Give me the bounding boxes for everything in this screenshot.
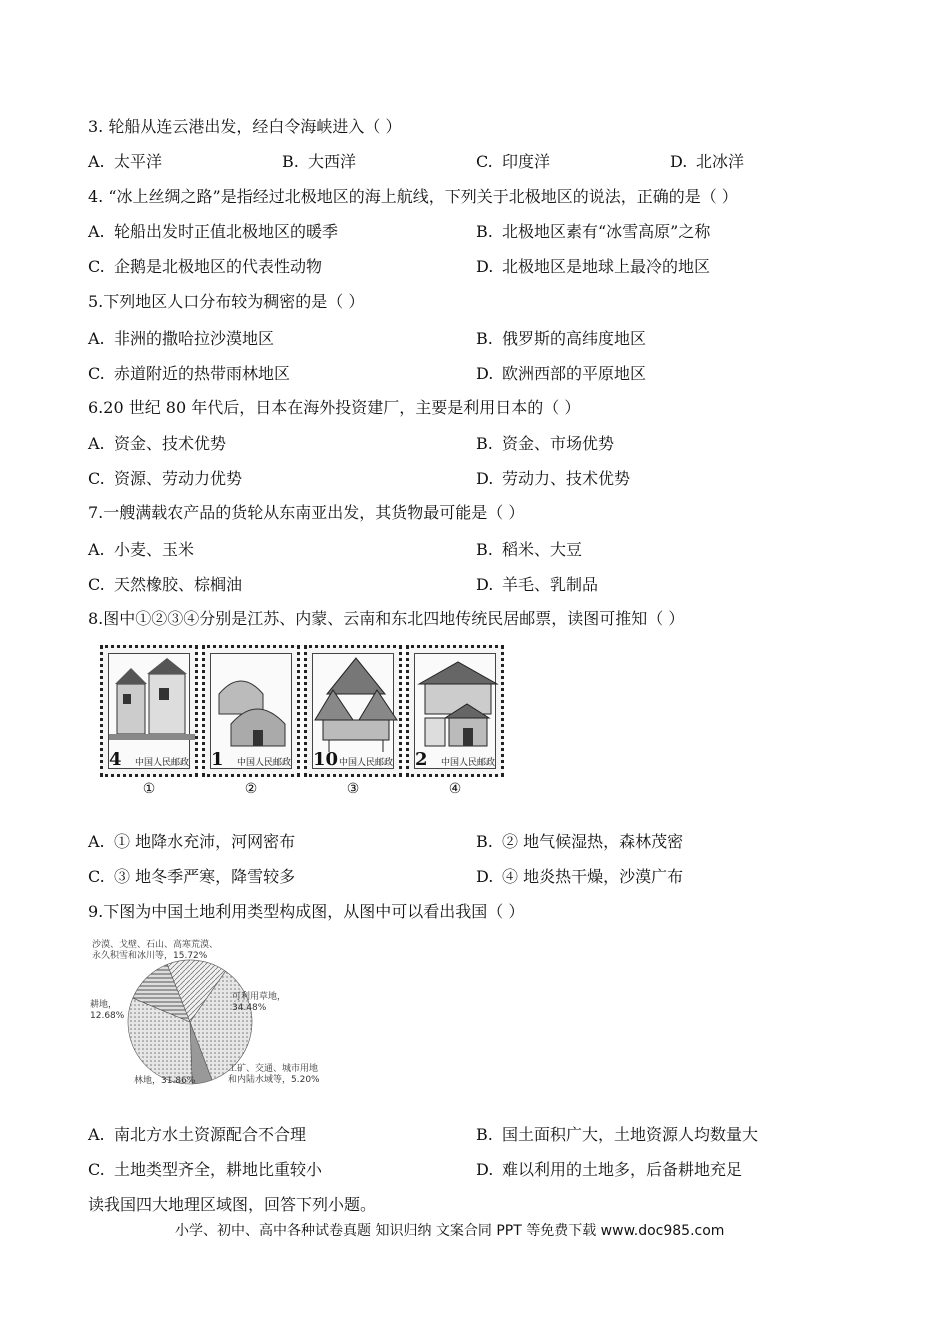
question-8-stem: 8.图中①②③④分别是江苏、内蒙、云南和东北四地传统民居邮票，读图可推知（ ） — [88, 609, 685, 628]
q5-option-b: B. 俄罗斯的高纬度地区 — [476, 329, 647, 348]
q5-option-c: C. 赤道附近的热带雨林地区 — [88, 364, 291, 383]
pie-label-farm: 耕地， 12.68% — [90, 1000, 125, 1021]
house-icon — [109, 654, 195, 754]
q4-option-a: A. 轮船出发时正值北极地区的暖季 — [88, 222, 339, 241]
stamp-denomination: 2 — [415, 749, 428, 770]
q5-option-a: A. 非洲的撒哈拉沙漠地区 — [88, 329, 275, 348]
stamp-post-label: 中国人民邮政 — [134, 758, 189, 768]
q7-option-d: D. 羊毛、乳制品 — [476, 575, 599, 594]
pie-label-desert: 沙漠、戈壁、石山、高寒荒漠、 永久积雪和冰川等，15.72% — [92, 940, 219, 961]
stamp-1 — [100, 645, 198, 777]
stamp-figure — [95, 645, 515, 805]
stamp-number-4: ④ — [448, 781, 462, 797]
question-7-stem: 7.一艘满载农产品的货轮从东南亚出发，其货物最可能是（ ） — [88, 503, 525, 522]
q7-option-b: B. 稻米、大豆 — [476, 540, 583, 559]
bamboo-house-icon — [313, 654, 399, 754]
stamp-denomination: 4 — [109, 749, 122, 770]
northeast-house-icon — [415, 654, 501, 754]
yurt-icon — [211, 654, 297, 754]
q6-option-b: B. 资金、市场优势 — [476, 434, 615, 453]
stamp-number-2: ② — [244, 781, 258, 797]
stamp-denomination: 10 — [313, 749, 339, 770]
question-6-stem: 6.20 世纪 80 年代后，日本在海外投资建厂，主要是利用日本的（ ） — [88, 398, 581, 417]
pie-label-forest: 林地，31.86% — [134, 1076, 196, 1086]
q9-option-a: A. 南北方水土资源配合不合理 — [88, 1125, 307, 1144]
q4-option-c: C. 企鹅是北极地区的代表性动物 — [88, 257, 323, 276]
q3-option-a: A. 太平洋 — [88, 152, 163, 171]
q6-option-c: C. 资源、劳动力优势 — [88, 469, 243, 488]
pie-label-urban: 工矿、交通、城市用地 和内陆水域等，5.20% — [228, 1064, 320, 1085]
pie-label-grass: 可利用草地， 34.48% — [232, 992, 287, 1013]
q4-option-d: D. 北极地区是地球上最冷的地区 — [476, 257, 711, 276]
q3-option-d: D. 北冰洋 — [670, 152, 745, 171]
land-use-pie-chart — [90, 940, 320, 1100]
stamp-number-1: ① — [142, 781, 156, 797]
q3-option-b: B. 大西洋 — [282, 152, 357, 171]
q3-option-c: C. 印度洋 — [476, 152, 551, 171]
stamp-3 — [304, 645, 402, 777]
question-9-stem: 9.下图为中国土地利用类型构成图，从图中可以看出我国（ ） — [88, 902, 525, 921]
q6-option-d: D. 劳动力、技术优势 — [476, 469, 631, 488]
q9-option-b: B. 国土面积广大，土地资源人均数量大 — [476, 1125, 759, 1144]
question-5-stem: 5.下列地区人口分布较为稠密的是（ ） — [88, 292, 365, 311]
q5-option-d: D. 欧洲西部的平原地区 — [476, 364, 647, 383]
q7-option-a: A. 小麦、玉米 — [88, 540, 195, 559]
q8-option-a: A. ① 地降水充沛，河网密布 — [88, 832, 296, 851]
q6-option-a: A. 资金、技术优势 — [88, 434, 227, 453]
page-footer: 小学、初中、高中各种试卷真题 知识归纳 文案合同 PPT 等免费下载 www.doc985.com — [175, 1223, 725, 1239]
stamp-4 — [406, 645, 504, 777]
q8-option-c: C. ③ 地冬季严寒，降雪较多 — [88, 867, 296, 886]
q9-option-c: C. 土地类型齐全，耕地比重较小 — [88, 1160, 323, 1179]
q8-option-d: D. ④ 地炎热干燥，沙漠广布 — [476, 867, 684, 886]
stamp-number-3: ③ — [346, 781, 360, 797]
stamp-denomination: 1 — [211, 749, 224, 770]
stamp-post-label: 中国人民邮政 — [440, 758, 495, 768]
question-4-stem: 4. “冰上丝绸之路”是指经过北极地区的海上航线，下列关于北极地区的说法，正确的是（ ） — [88, 187, 738, 206]
q8-option-b: B. ② 地气候湿热，森林茂密 — [476, 832, 684, 851]
stamp-post-label: 中国人民邮政 — [338, 758, 393, 768]
closing-instruction: 读我国四大地理区域图，回答下列小题。 — [88, 1195, 377, 1214]
q7-option-c: C. 天然橡胶、棕榈油 — [88, 575, 243, 594]
question-3-stem: 3. 轮船从连云港出发，经白令海峡进入（ ） — [88, 117, 402, 136]
stamp-2 — [202, 645, 300, 777]
q4-option-b: B. 北极地区素有“冰雪高原”之称 — [476, 222, 711, 241]
q9-option-d: D. 难以利用的土地多，后备耕地充足 — [476, 1160, 743, 1179]
stamp-post-label: 中国人民邮政 — [236, 758, 291, 768]
